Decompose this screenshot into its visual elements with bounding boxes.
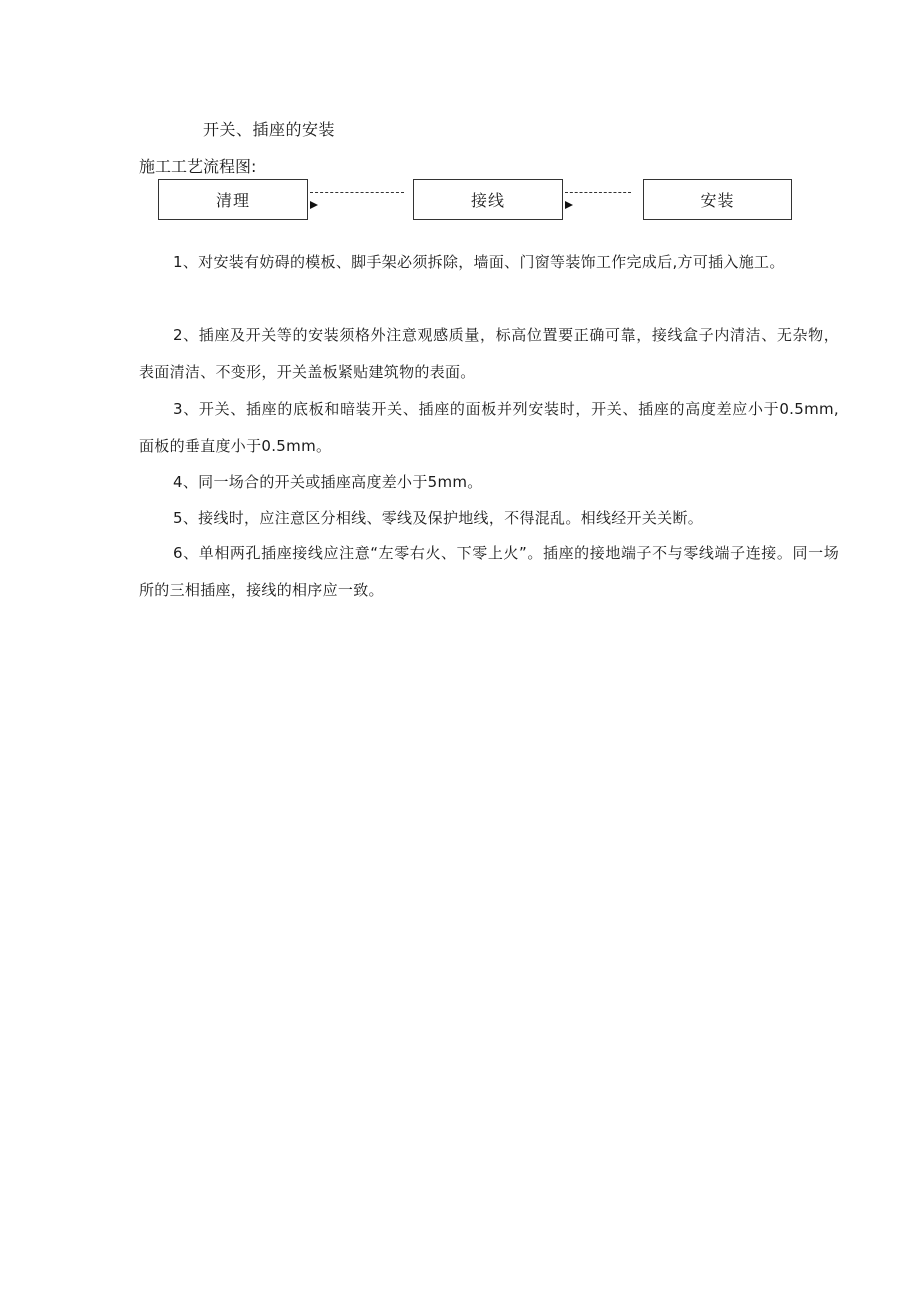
paragraph-5: 5、接线时，应注意区分相线、零线及保护地线，不得混乱。相线经开关关断。	[173, 509, 704, 527]
flow-step-installation: 安装	[643, 179, 792, 220]
flow-connector-1	[308, 188, 413, 212]
dashed-line	[565, 192, 631, 193]
paragraph-4: 4、同一场合的开关或插座高度差小于5mm。	[173, 473, 483, 491]
flow-connector-2	[563, 188, 643, 212]
document-title: 开关、插座的安装	[203, 120, 336, 139]
paragraph-1: 1、对安装有妨碍的模板、脚手架必须拆除，墙面、门窗等装饰工作完成后,方可插入施工。	[173, 253, 785, 271]
paragraph-6: 6、单相两孔插座接线应注意“左零右火、下零上火”。插座的接地端子不与零线端子连接。同一场所的三相插座，接线的相序应一致。	[139, 544, 839, 599]
flow-chart-label: 施工工艺流程图:	[139, 157, 257, 176]
flow-step-wiring: 接线	[413, 179, 563, 220]
arrow-right-icon	[310, 201, 318, 209]
flow-step-cleaning: 清理	[158, 179, 308, 220]
arrow-right-icon	[565, 201, 573, 209]
paragraph-2: 2、插座及开关等的安装须格外注意观感质量，标高位置要正确可靠，接线盒子内清洁、无杂物，表面清洁、不变形，开关盖板紧贴建筑物的表面。	[139, 326, 839, 381]
paragraph-3: 3、开关、插座的底板和暗装开关、插座的面板并列安装时，开关、插座的高度差应小于0.5mm,面板的垂直度小于0.5mm。	[139, 400, 839, 455]
dashed-line	[310, 192, 404, 193]
